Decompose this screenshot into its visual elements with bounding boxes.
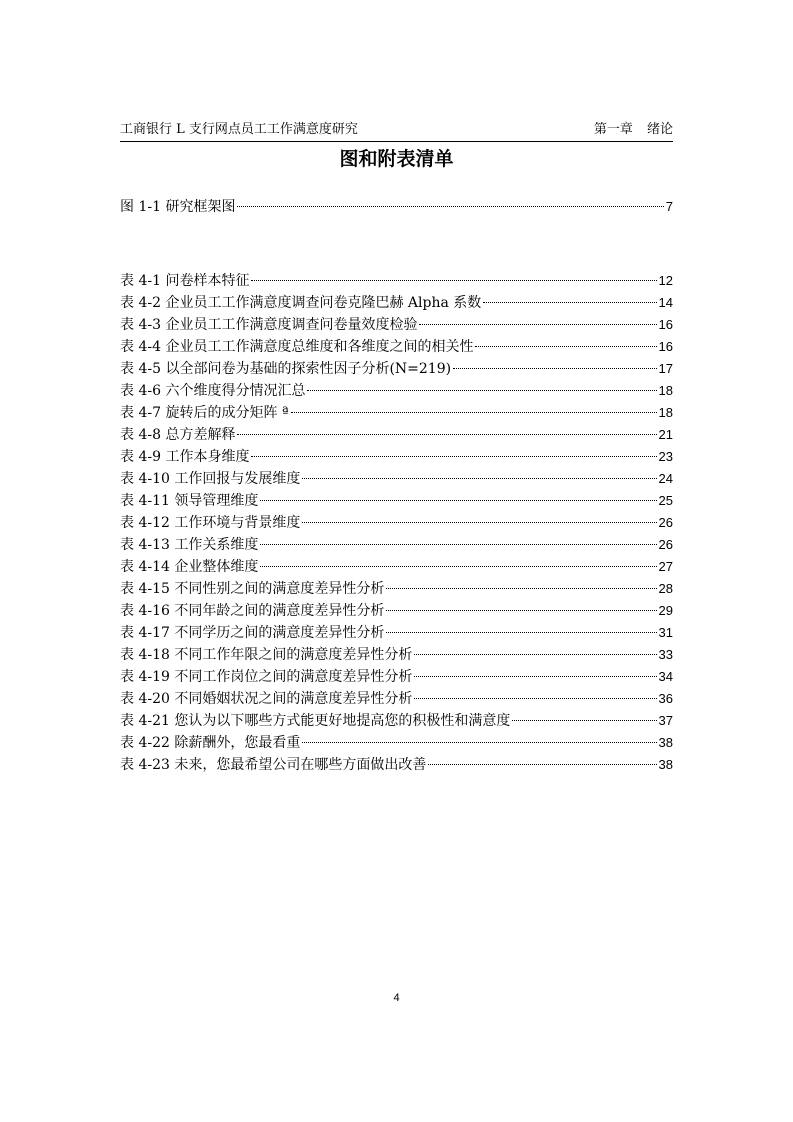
- toc-entry-table[interactable]: [120, 666, 673, 688]
- dot-leader: [386, 632, 656, 633]
- dot-leader: [512, 720, 656, 721]
- header-chapter: 第一章 绪论: [593, 122, 673, 137]
- toc-entry-table[interactable]: [120, 468, 673, 490]
- toc-entry-table-label: 表 4-1 问卷样本特征: [120, 273, 250, 289]
- toc-entry-table-page-number: 31: [658, 625, 673, 640]
- toc-entry-table[interactable]: [120, 270, 673, 292]
- toc-entry-table-label: 表 4-10 工作回报与发展维度: [120, 471, 301, 487]
- figure-list: [120, 196, 673, 218]
- toc-entry-figure-page-number: 7: [665, 199, 673, 214]
- toc-entry-table[interactable]: [120, 490, 673, 512]
- toc-entry-table-label: 表 4-20 不同婚姻状况之间的满意度差异性分析: [120, 691, 413, 707]
- toc-entry-table-label: 表 4-5 以全部问卷为基础的探索性因子分析(N=219): [120, 361, 452, 377]
- toc-entry-table-page-number: 18: [658, 383, 673, 398]
- toc-entry-table-page-number: 26: [658, 537, 673, 552]
- table-list: [120, 270, 673, 776]
- toc-entry-table[interactable]: [120, 534, 673, 556]
- toc-entry-table-label: 表 4-9 工作本身维度: [120, 449, 250, 465]
- toc-entry-table-label: 表 4-13 工作关系维度: [120, 537, 259, 553]
- toc-entry-table-page-number: 25: [658, 493, 673, 508]
- toc-entry-table[interactable]: [120, 578, 673, 600]
- dot-leader: [307, 390, 656, 391]
- toc-entry-table[interactable]: [120, 512, 673, 534]
- toc-entry-table-label: 表 4-6 六个维度得分情况汇总: [120, 383, 306, 399]
- dot-leader: [386, 610, 656, 611]
- dot-leader: [237, 206, 663, 207]
- toc-entry-table-page-number: 38: [658, 735, 673, 750]
- toc-entry-table[interactable]: [120, 314, 673, 336]
- toc-entry-table[interactable]: [120, 600, 673, 622]
- toc-entry-table-page-number: 34: [658, 669, 673, 684]
- toc-entry-table-page-number: 26: [658, 515, 673, 530]
- toc-entry-table-label: 表 4-11 领导管理维度: [120, 493, 259, 509]
- dot-leader: [260, 500, 656, 501]
- dot-leader: [260, 544, 656, 545]
- toc-entry-table-label: 表 4-4 企业员工工作满意度总维度和各维度之间的相关性: [120, 339, 474, 355]
- toc-entry-table-page-number: 36: [658, 691, 673, 706]
- toc-entry-table-label: 表 4-3 企业员工工作满意度调查问卷量效度检验: [120, 317, 418, 333]
- header-document-title: 工商银行 L 支行网点员工工作满意度研究: [120, 122, 358, 137]
- toc-entry-figure[interactable]: [120, 196, 673, 218]
- toc-entry-table-page-number: 23: [658, 449, 673, 464]
- toc-entry-table-label: 表 4-2 企业员工工作满意度调查问卷克隆巴赫 Alpha 系数: [120, 295, 482, 311]
- toc-entry-table-label: 表 4-8 总方差解释: [120, 427, 236, 443]
- dot-leader: [483, 302, 656, 303]
- toc-entry-table-page-number: 16: [658, 339, 673, 354]
- dot-leader: [386, 588, 656, 589]
- toc-entry-table-label: 表 4-16 不同年龄之间的满意度差异性分析: [120, 603, 385, 619]
- dot-leader: [475, 346, 656, 347]
- toc-entry-table-label: 表 4-22 除薪酬外，您最看重: [120, 735, 301, 751]
- dot-leader: [302, 478, 656, 479]
- dot-leader: [251, 280, 656, 281]
- dot-leader: [414, 676, 656, 677]
- toc-entry-table-page-number: 16: [658, 317, 673, 332]
- toc-entry-table-label: 表 4-17 不同学历之间的满意度差异性分析: [120, 625, 385, 641]
- dot-leader: [302, 522, 656, 523]
- dot-leader: [251, 456, 656, 457]
- toc-entry-table[interactable]: [120, 556, 673, 578]
- toc-entry-table[interactable]: [120, 336, 673, 358]
- toc-entry-table-page-number: 21: [658, 427, 673, 442]
- dot-leader: [237, 434, 656, 435]
- toc-entry-table-page-number: 29: [658, 603, 673, 618]
- toc-entry-table[interactable]: [120, 292, 673, 314]
- toc-entry-table-label: 表 4-23 未来，您最希望公司在哪些方面做出改善: [120, 757, 427, 773]
- dot-leader: [419, 324, 656, 325]
- toc-entry-table-page-number: 18: [658, 405, 673, 420]
- toc-entry-table-label: 表 4-12 工作环境与背景维度: [120, 515, 301, 531]
- toc-entry-table[interactable]: [120, 754, 673, 776]
- dot-leader: [428, 764, 656, 765]
- toc-entry-table[interactable]: [120, 732, 673, 754]
- dot-leader: [302, 742, 656, 743]
- toc-entry-table-label: 表 4-19 不同工作岗位之间的满意度差异性分析: [120, 669, 413, 685]
- toc-entry-table[interactable]: [120, 402, 673, 424]
- toc-entry-table-label: 表 4-15 不同性别之间的满意度差异性分析: [120, 581, 385, 597]
- toc-entry-table-page-number: 27: [658, 559, 673, 574]
- dot-leader: [414, 654, 656, 655]
- page-title: 图和附表清单: [339, 148, 454, 170]
- toc-entry-table-page-number: 17: [658, 361, 673, 376]
- toc-entry-figure-label: 图 1-1 研究框架图: [120, 199, 236, 215]
- toc-entry-table[interactable]: [120, 424, 673, 446]
- toc-entry-table-page-number: 28: [658, 581, 673, 596]
- toc-entry-table-page-number: 14: [658, 295, 673, 310]
- toc-entry-table[interactable]: [120, 688, 673, 710]
- toc-entry-table[interactable]: [120, 446, 673, 468]
- toc-entry-table-label: 表 4-21 您认为以下哪些方式能更好地提高您的积极性和满意度: [120, 713, 511, 729]
- toc-entry-table-page-number: 33: [658, 647, 673, 662]
- toc-entry-table-page-number: 37: [658, 713, 673, 728]
- toc-entry-table-label: 表 4-18 不同工作年限之间的满意度差异性分析: [120, 647, 413, 663]
- toc-entry-table[interactable]: [120, 622, 673, 644]
- toc-entry-table-page-number: 38: [658, 757, 673, 772]
- toc-entry-table-label: 表 4-14 企业整体维度: [120, 559, 259, 575]
- toc-entry-table-page-number: 24: [658, 471, 673, 486]
- toc-entry-table-label: 表 4-7 旋转后的成分矩阵 ª: [120, 405, 289, 421]
- toc-entry-table[interactable]: [120, 358, 673, 380]
- toc-entry-table-page-number: 12: [658, 273, 673, 288]
- running-header: [120, 121, 673, 142]
- dot-leader: [453, 368, 656, 369]
- page-number: 4: [393, 992, 400, 1004]
- dot-leader: [291, 412, 657, 413]
- dot-leader: [414, 698, 656, 699]
- toc-entry-table[interactable]: [120, 644, 673, 666]
- toc-entry-table[interactable]: [120, 710, 673, 732]
- dot-leader: [260, 566, 656, 567]
- toc-entry-table[interactable]: [120, 380, 673, 402]
